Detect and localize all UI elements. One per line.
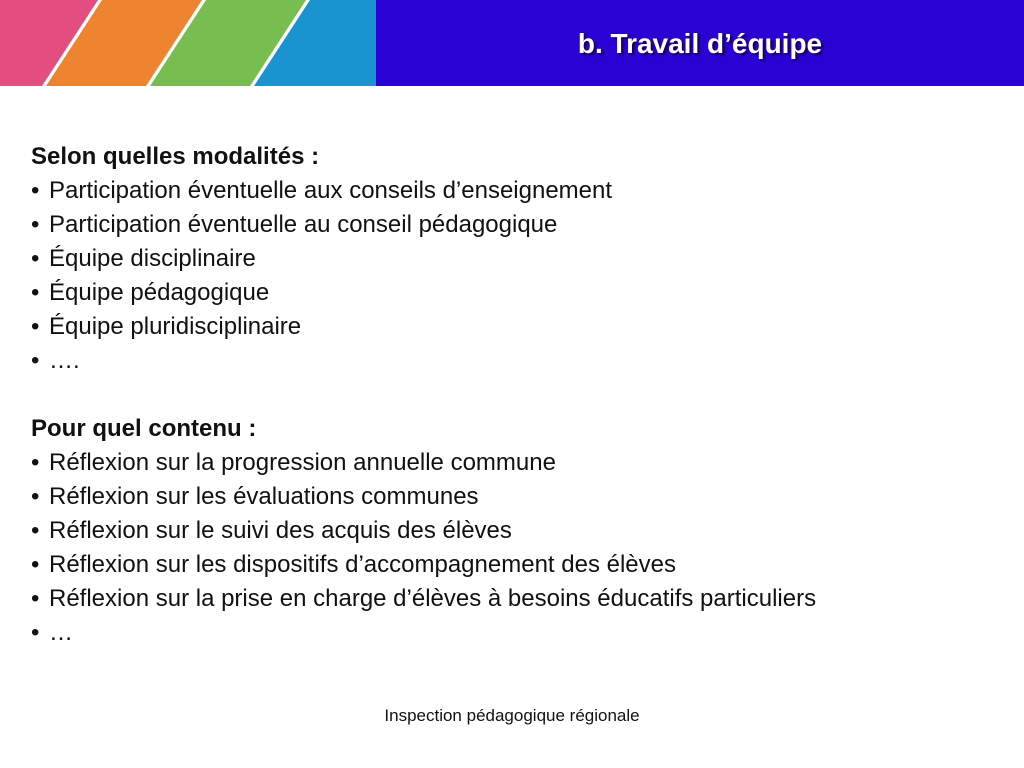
list-item — [31, 276, 991, 310]
list-item-text: Participation éventuelle aux conseils d’enseignement — [49, 177, 613, 204]
bullet-mark: • — [31, 619, 40, 646]
list-item-text: Réflexion sur la progression annuelle commune — [49, 449, 556, 476]
bullet-mark: • — [31, 517, 40, 544]
list-item-text: …. — [49, 347, 80, 374]
bullet-mark: • — [31, 245, 40, 272]
decorative-stripes — [0, 0, 376, 86]
list-item — [31, 344, 991, 378]
bullet-mark: • — [31, 551, 40, 578]
bullet-list — [31, 174, 991, 378]
list-item — [31, 310, 991, 344]
list-item-text: Participation éventuelle au conseil pédagogique — [49, 211, 558, 238]
section-modalites — [31, 140, 991, 378]
list-item — [31, 480, 991, 514]
bullet-mark: • — [31, 585, 40, 612]
list-item — [31, 242, 991, 276]
list-item-text: Équipe pluridisciplinaire — [49, 313, 302, 340]
list-item-text: Réflexion sur les dispositifs d’accompagnement des élèves — [49, 551, 676, 578]
bullet-mark: • — [31, 177, 40, 204]
list-item — [31, 208, 991, 242]
slide-content — [31, 140, 991, 650]
section-heading: Pour quel contenu : — [31, 415, 257, 442]
title-bar — [376, 0, 1024, 86]
list-item — [31, 582, 991, 616]
bullet-mark: • — [31, 449, 40, 476]
list-item-text: Réflexion sur les évaluations communes — [49, 483, 479, 510]
section-contenu — [31, 412, 991, 650]
bullet-mark: • — [31, 211, 40, 238]
bullet-list — [31, 446, 991, 650]
bullet-mark: • — [31, 483, 40, 510]
list-item — [31, 174, 991, 208]
slide-footer: Inspection pédagogique régionale — [384, 706, 640, 725]
list-item — [31, 446, 991, 480]
list-item-text: Réflexion sur la prise en charge d’élèves à besoins éducatifs particuliers — [49, 585, 817, 612]
slide-header — [0, 0, 1024, 86]
list-item — [31, 548, 991, 582]
stripes-graphic — [0, 0, 376, 86]
bullet-mark: • — [31, 347, 40, 374]
list-item-text: Équipe pédagogique — [49, 279, 270, 306]
section-heading: Selon quelles modalités : — [31, 143, 320, 170]
bullet-mark: • — [31, 279, 40, 306]
list-item-text: … — [49, 619, 73, 646]
list-item — [31, 514, 991, 548]
slide-title: b. Travail d’équipe — [577, 28, 823, 59]
list-item — [31, 616, 991, 650]
list-item-text: Équipe disciplinaire — [49, 245, 256, 272]
list-item-text: Réflexion sur le suivi des acquis des élèves — [49, 517, 512, 544]
bullet-mark: • — [31, 313, 40, 340]
